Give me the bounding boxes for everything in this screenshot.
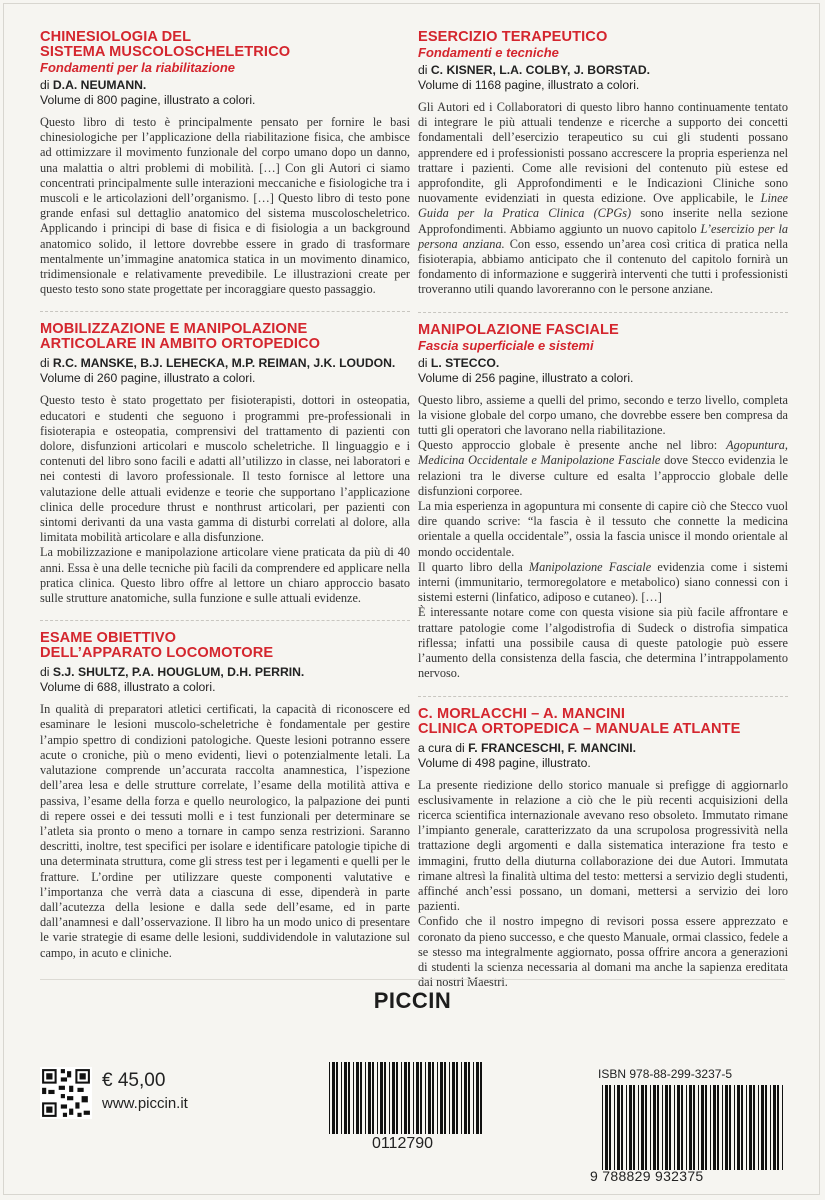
book-description: Questo libro di testo è principalmente pensato per fornire le basi chinesiologiche per l’applicazione della riabilitazione fisica, che ambisce ad ottimizzare il movimento funzionale del corpo umano dopo un danno, una malattia o altri problemi di mobilità. […] Con gli Autori ci siamo concentrati principalmente sulle interazioni meccaniche e fisiologiche tra i muscoli e le articolazioni dell’organismo. […] Questo libro di testo pone grande enfasi sul dettaglio anatomico del sistema muscoloscheletrico. Applicando i principi di base di fisica e di fisiologia a un background anatomico solido, il lettore dovrebbe essere in grado di trasformare mentalmente un’immagine anatomica statica in un movimento dinamico, tridimensionale e relativamente prevedibile. Le illustrazioni create per questo testo sono state progettate per incoraggiare questo passaggio. (40, 115, 410, 297)
isbn-label: ISBN 978-88-299-3237-5 (598, 1067, 733, 1081)
book-description: In qualità di preparatori atletici certificati, la capacità di riconoscere ed esaminare le lesioni muscolo-scheletriche è fondamentale per gestire l’ampio spettro di condizioni patologiche. Queste lesioni potranno essere acute o croniche, più o meno evidenti, lievi o potenzialmente letali. La valutazione comprende un’accurata raccolta anamnestica, l’ispezione dell’area lesa e delle strutture correlate, l’esame della motilità attiva e passiva, l’esame della forza e quello neurologico, la palpazione dei punti di repere ossei e dei tessuti molli e i test funzionali per determinare se l’atleta sia pronto o meno a tornare in campo senza restrizioni. Saranno descritti, inoltre, test specifici per isolare e identificare patologie tipiche di una determinata struttura, come gli stress test per i legamenti e quelli per le fratture. L’ordine per utilizzare queste componenti valutative e l’importanza che verrà data a ciascuna di esse, dipenderà in parte dall’acutezza della lesione e dalla sede dell’esame, ed in parte dall’anamnesi e dall’osservazione. Il libro ha un modo unico di presentare le varie strategie di esame delle lesioni, suddividendole in valutazione sul campo, in acuto e cliniche. (40, 702, 410, 960)
divider (40, 311, 410, 312)
book-authors: di D.A. NEUMANN. (40, 78, 147, 92)
book-title: MANIPOLAZIONE FASCIALE (418, 321, 619, 338)
book-title: CHINESIOLOGIA DEL SISTEMA MUSCOLOSCHELETRICO (40, 29, 291, 60)
book-entry (40, 30, 410, 297)
book-authors: di C. KISNER, L.A. COLBY, J. BORSTAD. (418, 63, 651, 77)
left-column (40, 30, 410, 961)
book-description: La presente riedizione dello storico manuale si prefigge di aggiornarlo esclusivamente in relazione a ciò che le più recenti acquisizioni della ricerca scientifica internazionale avevano reso obsoleto. Immutato rimane l’impianto generale, caratterizzato da una scrupolosa progressività nella trattazione degli argomenti e dalla sistematica interazione fra testo e immagini, frutto della diuturna collaborazione dei due Autori. Immutata rimane altresì la finalità ultima del testo: mettersi a servizio degli studenti, affinché anch’essi possano, un domani, mettersi a servizio dei loro pazienti. Confido che il nostro impegno di revisori possa essere apprezzato e coronato da pieno successo, e che questo Manuale, ormai classico, fedele a se stesso ma integralmente aggiornato, possa offrire ancora a generazioni di studenti la scienza necessaria al domani ma anche la sapienza ereditata dai nostri Maestri. (418, 777, 788, 990)
book-title: MOBILIZZAZIONE E MANIPOLAZIONE ARTICOLARE IN AMBITO ORTOPEDICO (40, 321, 321, 353)
price: € 45,00 (102, 1070, 166, 1091)
book-entry (40, 322, 410, 606)
book-title: C. MORLACCHI – A. MANCINI CLINICA ORTOPEDICA – MANUALE ATLANTE (418, 705, 741, 737)
book-title: ESAME OBIETTIVO DELL’APPARATO LOCOMOTORE (40, 630, 274, 662)
divider (418, 312, 788, 313)
book-entry (40, 631, 410, 960)
book-volume: Volume di 498 pagine, illustrato. (418, 755, 591, 770)
divider (418, 696, 788, 697)
footer-divider (40, 979, 785, 980)
book-subtitle: Fondamenti per la riabilitazione (40, 60, 236, 75)
book-subtitle: Fascia superficiale e sistemi (418, 337, 594, 353)
website-link[interactable]: www.piccin.it (102, 1095, 188, 1112)
book-authors: a cura di F. FRANCESCHI, F. MANCINI. (418, 740, 637, 755)
book-entry (418, 707, 788, 991)
book-description: Gli Autori ed i Collaboratori di questo libro hanno continuamente tentato di integrare le più attuali tendenze e ricerche a supporto dei concetti fondamentali dell’esercizio terapeutico su cui gli studenti possano apprendere ed i professionisti possano accrescere la propria esperienza nel trattare i pazienti. Come alle revisioni del contenuto più estese ed approfondite, gli Approfondimenti e le Indicazioni Cliniche sono nuovamente evidenziati in questa edizione. Ove applicabile, le Linee Guida per la Pratica Clinica (CPGs) sono inserite nella sezione Approfondimenti. Abbiamo aggiunto un nuovo capitolo L’esercizio per la persona anziana. Con esso, essendo un’area così critica di pratica nella fisioterapia, abbiamo anticipato che il contenuto del capitolo fornirà un fondamento di informazione e suggerirà interventi che tutti i professionisti troveranno utili quando lavoreranno con le persone anziane. (418, 100, 789, 297)
publisher-logo: PICCIN (373, 988, 452, 1013)
book-authors: di R.C. MANSKE, B.J. LEHECKA, M.P. REIMAN, J.K. LOUDON. Volume di 260 pagine, illustrato a colori. (40, 356, 396, 386)
book-subtitle: Fondamenti e tecniche (418, 45, 559, 60)
barcode (325, 1062, 485, 1134)
book-title: ESERCIZIO TERAPEUTICO (418, 29, 608, 45)
book-description: Questo libro, assieme a quelli del primo, secondo e terzo livello, completa la visione globale del corpo umano, che dovrebbe essere ben compresa da tutti gli operatori che lavorano nella riabilitazione. Questo approccio globale è presente anche nel libro: Agopuntura, Medicina Occidentale e Manipolazione Fasciale dove Stecco evidenzia le relazioni tra le diverse culture ed esalta l’approccio globale delle disfunzioni corporee. La mia esperienza in agopuntura mi consente di capire ciò che Stecco vuol dire quando scrive: “la fascia è il tessuto che connette la medicina orientale a quella occidentale”, ossia la fascia unisce il mondo orientale al mondo occidentale. Il quarto libro della Manipolazione Fasciale evidenzia come i sistemi interni (immunitario, termoregolatore e metabolico) siano connessi con i sistemi esterni (linfatico, adiposo e cutaneo). […] È interessante notare come con questa visione sia più facile affrontare e trattare patologie come l’algodistrofia di Sudeck o distrofia simpatica riflessa; infatti una possibile causa di queste patologie può essere l’aumento della consistenza della fascia, che determina l’intrappolamento nervoso. (418, 392, 788, 681)
isbn-barcode (598, 1085, 788, 1170)
right-column (418, 30, 788, 990)
book-volume: Volume di 688, illustrato a colori. (40, 680, 216, 695)
book-volume: Volume di 1168 pagine, illustrato a colori. (418, 78, 640, 92)
product-code: 0112790 (371, 1135, 434, 1152)
book-volume: Volume di 256 pagine, illustrato a colori. (418, 370, 634, 385)
qr-code-icon (40, 1067, 92, 1119)
book-entry (418, 30, 788, 298)
isbn-barcode-number: 9 788829 932375 (590, 1168, 704, 1184)
book-volume: Volume di 800 pagine, illustrato a colori. (40, 93, 256, 107)
divider (40, 620, 410, 621)
book-authors: di S.J. SHULTZ, P.A. HOUGLUM, D.H. PERRIN. (40, 665, 305, 680)
book-description: Questo testo è stato progettato per fisioterapisti, dottori in osteopatia, educatori e studenti che seguono i programmi pre-professionali in fisioterapia e osteopatia, comprensivi del trattamento di pazienti con dolore, disfunzioni articolari e muscolo scheletriche. Il linguaggio e i contenuti del libro sono facili e adatti all’utilizzo in classe, nei laboratori e nei contesti di lavoro professionale. Il testo fornisce al lettore una valutazione delle attuali evidenze e teorie che supportano l’applicazione clinica delle procedure thrust e nonthrust articolari, per pazienti con sintomi derivanti da una vasta gamma di disturbi correlati al dolore, alla limitata mobilità articolare e alla disfunzione. La mobilizzazione e manipolazione articolare viene praticata da più di 40 anni. Essa è una delle tecniche più facili da comprendere ed applicare nella pratica clinica. Questo libro offre al lettore un chiaro approccio basato sulle strutture anatomiche, sulla funzione e sulle attuali evidenze. (40, 393, 410, 606)
book-authors: di L. STECCO. (418, 355, 500, 370)
book-entry (418, 323, 788, 682)
